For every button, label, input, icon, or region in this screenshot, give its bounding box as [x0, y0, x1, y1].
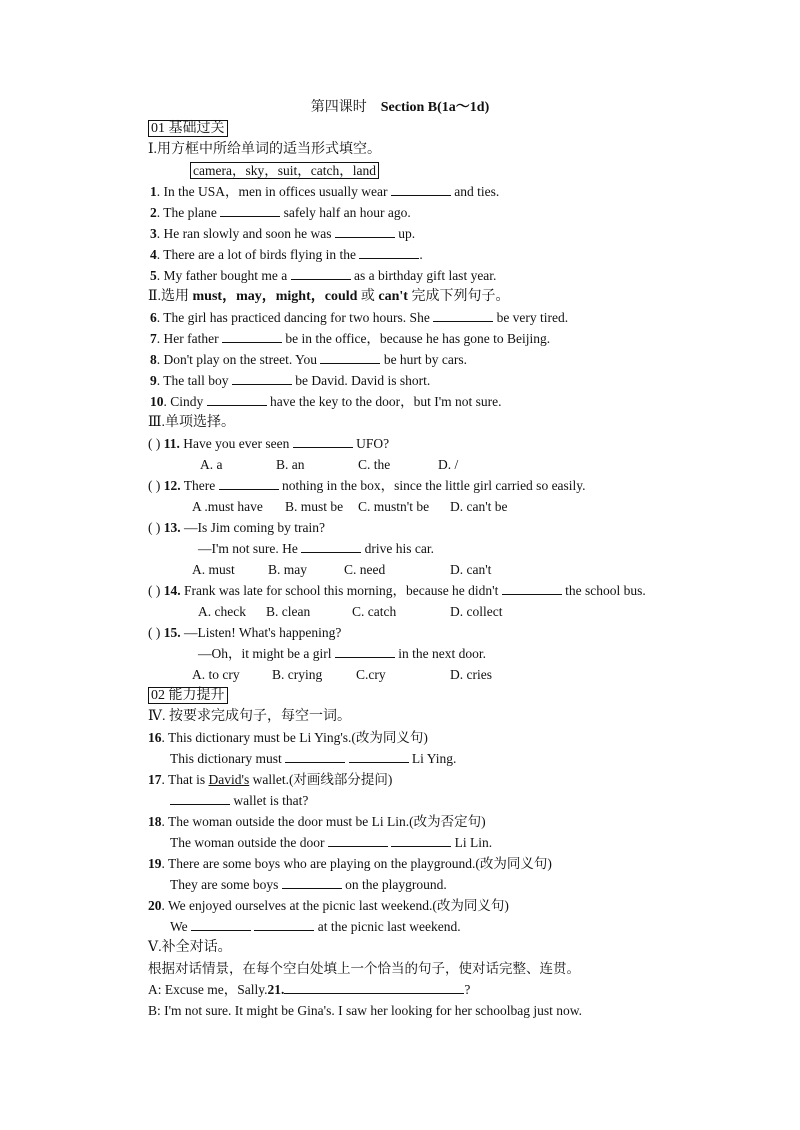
- answer-blank[interactable]: [254, 918, 314, 931]
- answer-blank[interactable]: [328, 834, 388, 847]
- answer-blank[interactable]: [219, 477, 279, 490]
- q12-option-d: D. can't be: [450, 499, 508, 514]
- answer-blank[interactable]: [222, 330, 282, 343]
- lesson-label: 第四课时: [310, 100, 367, 115]
- q13-option-a: A. must: [192, 562, 235, 577]
- question-20-answer: We at the picnic last weekend.: [170, 919, 461, 934]
- answer-blank[interactable]: [282, 876, 342, 889]
- question-11: ( ) 11. Have you ever seen UFO?: [148, 436, 390, 451]
- question-12: ( ) 12. There nothing in the box，since the little girl carried so easily.: [148, 478, 586, 493]
- part-01-heading: 01 基础过关: [148, 120, 228, 138]
- q11-option-c: C. the: [358, 457, 391, 472]
- section-4-heading: Ⅳ. 按要求完成句子，每空一词。: [148, 709, 351, 724]
- part-02-heading: 02 能力提升: [148, 687, 228, 705]
- q12-option-a: A .must have: [192, 499, 263, 514]
- question-8: 8. Don't play on the street. You be hurt by cars.: [150, 352, 468, 367]
- dialogue-line-b: B: I'm not sure. It might be Gina's. I saw her looking for her schoolbag just now.: [148, 1003, 583, 1018]
- question-20: 20. We enjoyed ourselves at the picnic last weekend.(改为同义句): [148, 898, 509, 913]
- answer-blank[interactable]: [320, 351, 380, 364]
- question-19: 19. There are some boys who are playing on the playground.(改为同义句): [148, 856, 552, 871]
- question-5: 5. My father bought me a as a birthday gift last year.: [150, 268, 497, 283]
- answer-blank[interactable]: [335, 225, 395, 238]
- section-5-instructions: 根据对话情景，在每个空白处填上一个恰当的句子，使对话完整、连贯。: [148, 961, 580, 976]
- question-18: 18. The woman outside the door must be Li Lin.(改为否定句): [148, 814, 486, 829]
- question-15: ( ) 15. —Listen! What's happening?: [148, 625, 342, 640]
- answer-blank[interactable]: [349, 750, 409, 763]
- answer-blank[interactable]: [293, 435, 353, 448]
- answer-blank[interactable]: [207, 393, 267, 406]
- answer-blank[interactable]: [433, 309, 493, 322]
- q13-option-d: D. can't: [450, 562, 492, 577]
- question-18-answer: The woman outside the door Li Lin.: [170, 835, 493, 850]
- q13-option-c: C. need: [344, 562, 386, 577]
- answer-bracket[interactable]: ( ): [148, 436, 161, 451]
- question-17-answer: wallet is that?: [170, 792, 308, 810]
- q15-option-d: D. cries: [450, 667, 492, 682]
- answer-blank[interactable]: [285, 750, 345, 763]
- answer-bracket[interactable]: ( ): [148, 520, 161, 535]
- question-1: 1. In the USA，men in offices usually wear and ties.: [150, 184, 500, 199]
- answer-blank[interactable]: [284, 981, 464, 994]
- answer-blank[interactable]: [191, 918, 251, 931]
- question-13-reply: —I'm not sure. He drive his car.: [198, 541, 435, 556]
- q14-option-a: A. check: [198, 604, 246, 619]
- answer-blank[interactable]: [359, 246, 419, 259]
- q12-option-c: C. mustn't be: [358, 499, 430, 514]
- q11-option-d: D. /: [438, 457, 459, 472]
- question-4: 4. There are a lot of birds flying in the .: [150, 247, 423, 262]
- underlined-word: David's: [208, 772, 250, 787]
- q15-option-b: B. crying: [272, 667, 323, 682]
- answer-blank[interactable]: [301, 540, 361, 553]
- section-2-heading: Ⅱ.选用 must，may，might，could 或 can't 完成下列句子。: [148, 289, 510, 304]
- dialogue-line-a: A: Excuse me，Sally.21. ?: [148, 982, 471, 997]
- question-3: 3. He ran slowly and soon he was up.: [150, 226, 416, 241]
- answer-blank[interactable]: [232, 372, 292, 385]
- question-9: 9. The tall boy be David. David is short.: [150, 373, 431, 388]
- answer-bracket[interactable]: ( ): [148, 478, 161, 493]
- question-7: 7. Her father be in the office，because he has gone to Beijing.: [150, 331, 551, 346]
- q14-option-b: B. clean: [266, 604, 311, 619]
- question-16-answer: This dictionary must Li Ying.: [170, 751, 457, 766]
- section-5-heading: Ⅴ.补全对话。: [148, 940, 232, 955]
- question-15-reply: —Oh，it might be a girl in the next door.: [198, 646, 486, 661]
- question-13: ( ) 13. —Is Jim coming by train?: [148, 520, 325, 535]
- question-17: 17. That is David's wallet.(对画线部分提问): [148, 772, 393, 787]
- answer-bracket[interactable]: ( ): [148, 583, 161, 598]
- section-1-heading: Ⅰ.用方框中所给单词的适当形式填空。: [148, 142, 382, 157]
- answer-blank[interactable]: [391, 834, 451, 847]
- q12-option-b: B. must be: [285, 499, 344, 514]
- answer-blank[interactable]: [391, 183, 451, 196]
- answer-blank[interactable]: [502, 582, 562, 595]
- q11-option-a: A. a: [200, 457, 223, 472]
- q14-option-c: C. catch: [352, 604, 397, 619]
- q11-option-b: B. an: [276, 457, 305, 472]
- question-10: 10. Cindy have the key to the door，but I'm not sure.: [150, 394, 502, 409]
- answer-blank[interactable]: [170, 792, 230, 805]
- section-3-heading: Ⅲ.单项选择。: [148, 415, 236, 430]
- answer-blank[interactable]: [335, 645, 395, 658]
- section-label: Section B(1a～1d): [380, 100, 490, 115]
- page-title: [0, 99, 800, 117]
- q15-option-a: A. to cry: [192, 667, 240, 682]
- answer-blank[interactable]: [291, 267, 351, 280]
- question-6: 6. The girl has practiced dancing for two hours. She be very tired.: [150, 310, 569, 325]
- q14-option-d: D. collect: [450, 604, 503, 619]
- question-19-answer: They are some boys on the playground.: [170, 877, 447, 892]
- question-2: 2. The plane safely half an hour ago.: [150, 205, 411, 220]
- question-14: ( ) 14. Frank was late for school this morning，because he didn't the school bus.: [148, 583, 646, 598]
- answer-blank[interactable]: [220, 204, 280, 217]
- word-box: camera，sky，suit，catch，land: [190, 162, 379, 180]
- question-16: 16. This dictionary must be Li Ying's.(改为同义句): [148, 730, 428, 745]
- answer-bracket[interactable]: ( ): [148, 625, 161, 640]
- q15-option-c: C.cry: [356, 667, 386, 682]
- q13-option-b: B. may: [268, 562, 307, 577]
